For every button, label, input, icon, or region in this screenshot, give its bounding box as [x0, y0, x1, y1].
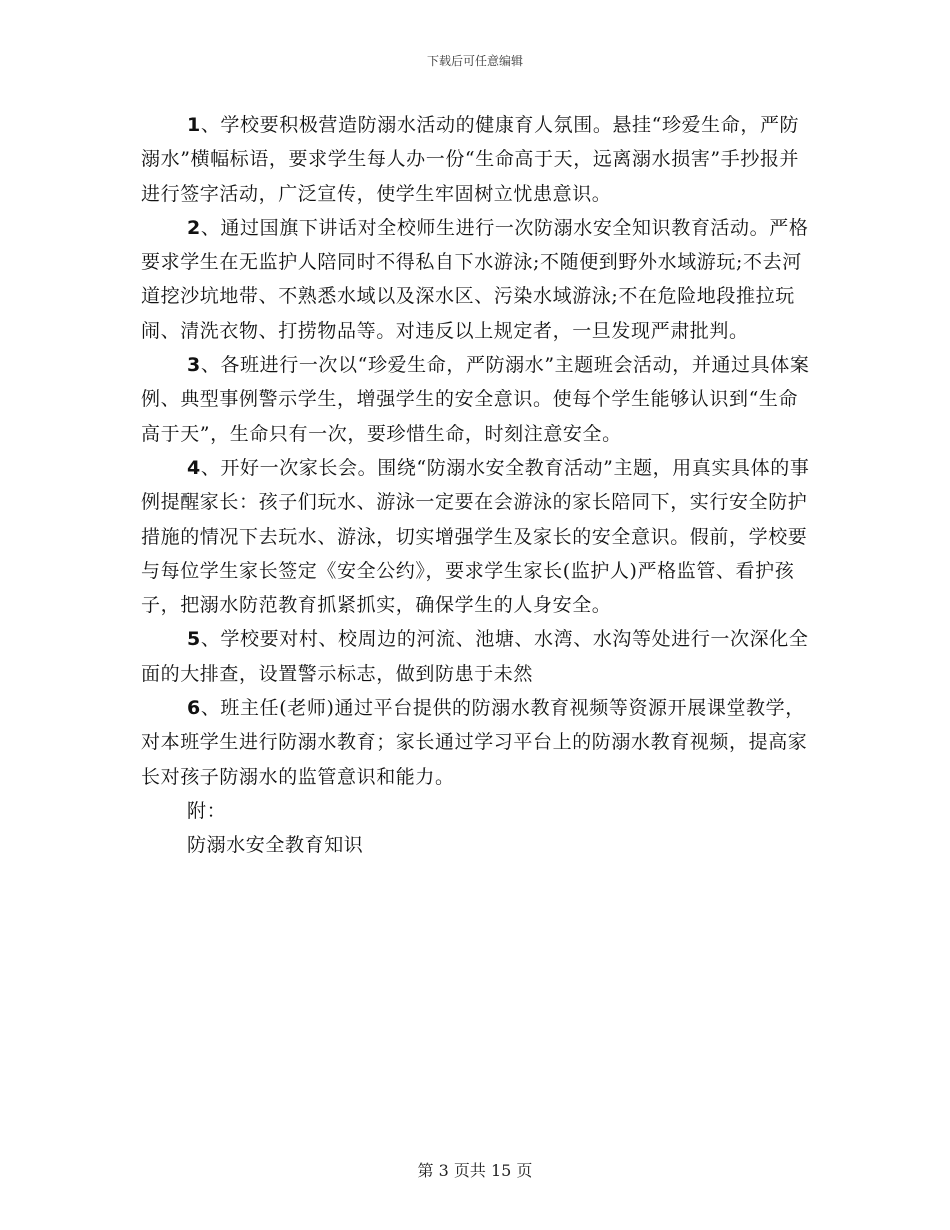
- paragraph-2: [141, 211, 813, 348]
- paragraph-number: 3: [187, 354, 201, 377]
- paragraph-number: 6: [187, 697, 201, 720]
- paragraph-number: 4: [187, 456, 201, 479]
- paragraph-number: 1: [187, 114, 201, 136]
- paragraph-text: 、学校要对村、校周边的河流、池塘、水湾、水沟等处进行一次深化全面的大排查，设置警示标志，做到防患于未然: [141, 628, 809, 685]
- paragraph-5: [141, 622, 813, 691]
- paragraph-number: 2: [187, 216, 201, 239]
- appendix-title: 防溺水安全教育知识: [187, 834, 364, 857]
- paragraph-text: 、班主任(老师)通过平台提供的防溺水教育视频等资源开展课堂教学，对本班学生进行防溺水教育；家长通过学习平台上的防溺水教育视频，提高家长对孩子防溺水的监管意识和能力。: [141, 697, 808, 788]
- page-footer-number: 第 3 页共 15 页: [417, 1161, 533, 1180]
- appendix-label: 附：: [187, 799, 227, 822]
- paragraph-1: [141, 108, 813, 211]
- paragraph-4: [141, 451, 813, 622]
- paragraph-text: 、学校要积极营造防溺水活动的健康育人氛围。悬挂“珍爱生命，严防溺水”横幅标语，要求学生每人办一份“生命高于天，远离溺水损害”手抄报并进行签字活动，广泛宣传，使学生牢固树立忧患意识。: [141, 114, 800, 205]
- document-body: [141, 108, 813, 863]
- paragraph-text: 、各班进行一次以“珍爱生命，严防溺水”主题班会活动，并通过具体案例、典型事例警示学生，增强学生的安全意识。使每个学生能够认识到“生命高于天”，生命只有一次，要珍惜生命，时刻注意安全。: [141, 354, 810, 445]
- paragraph-6: [141, 691, 813, 794]
- paragraph-text: 、通过国旗下讲话对全校师生进行一次防溺水安全知识教育活动。严格要求学生在无监护人陪同时不得私自下水游泳;不随便到野外水域游玩;不去河道挖沙坑地带、不熟悉水域以及深水区、污染水域游泳;不在危险地段推拉玩闹、清洗衣物、打捞物品等。对违反以上规定者，一旦发现严肃批判。: [141, 216, 809, 342]
- paragraph-text: 、开好一次家长会。围绕“防溺水安全教育活动”主题，用真实具体的事例提醒家长：孩子们玩水、游泳一定要在会游泳的家长陪同下，实行安全防护措施的情况下去玩水、游泳，切实增强学生及家长的安全意识。假前，学校要与每位学生家长签定《安全公约》，要求学生家长(监护人)严格监管、看护孩子，把溺水防范教育抓紧抓实，确保学生的人身安全。: [141, 456, 810, 617]
- paragraph-number: 5: [187, 628, 201, 651]
- paragraph-3: [141, 348, 813, 451]
- page-header-note: 下载后可任意编辑: [426, 54, 523, 68]
